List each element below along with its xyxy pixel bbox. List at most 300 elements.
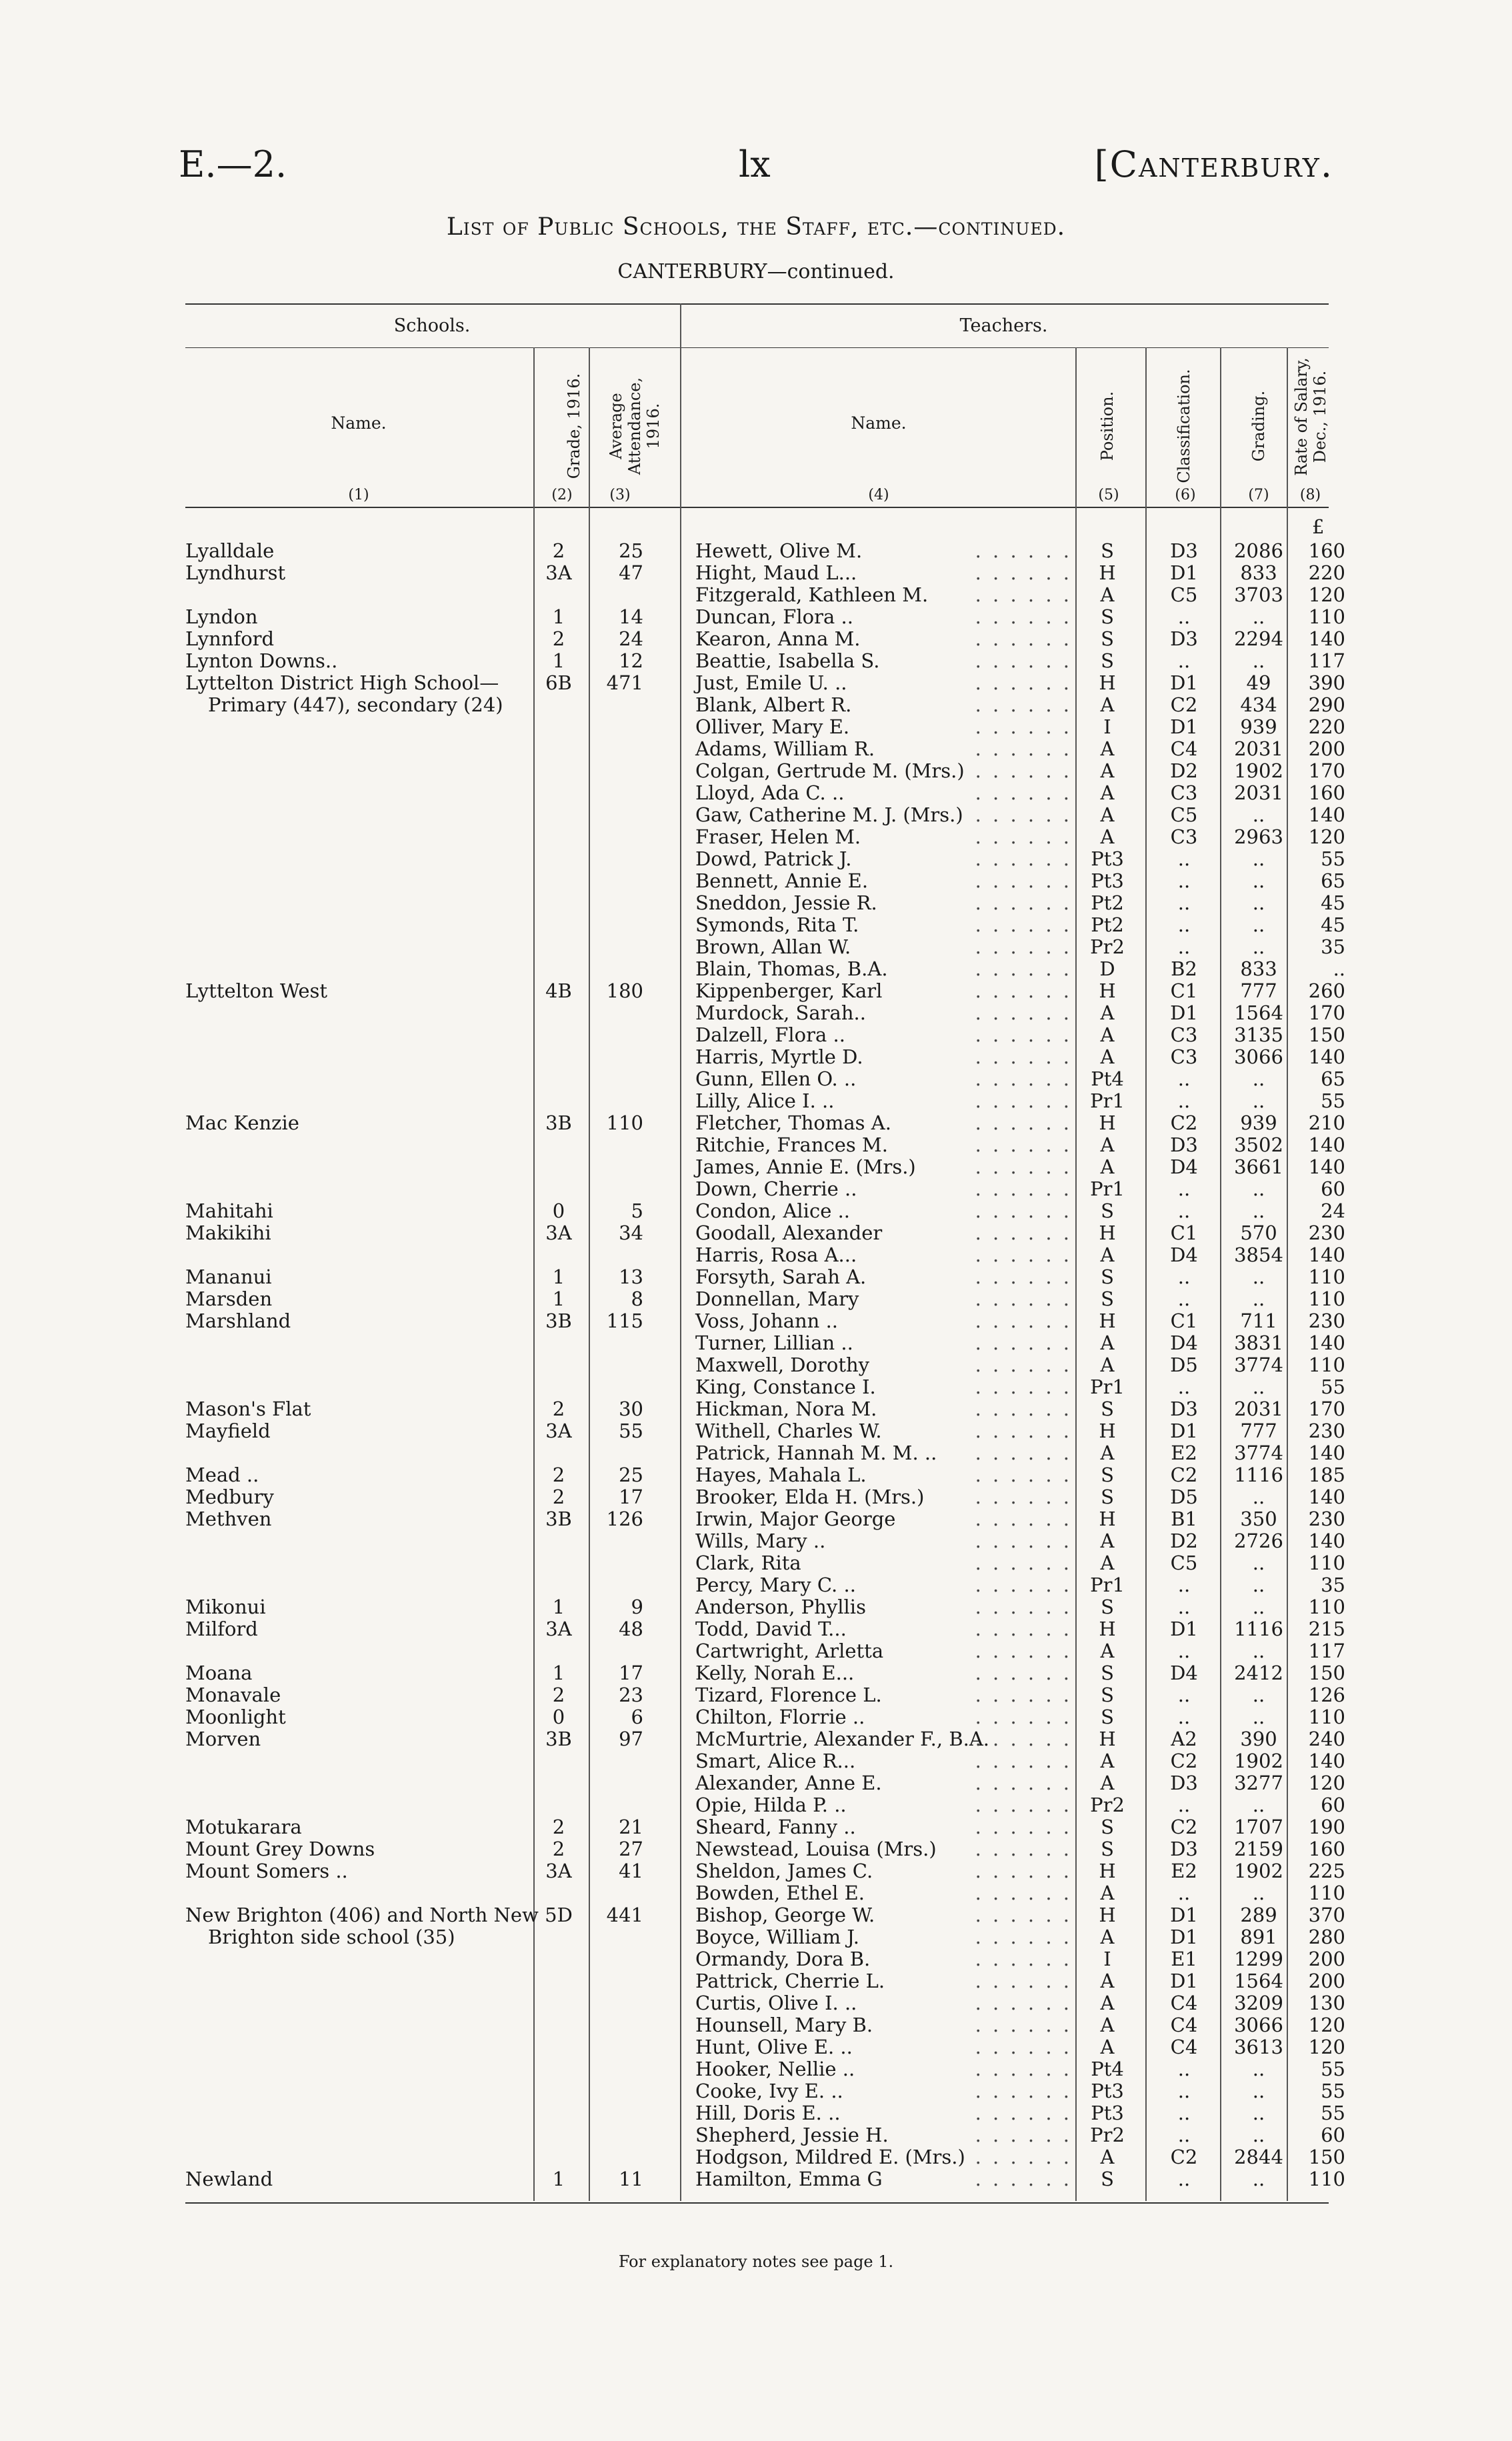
- teacher-name: Voss, Johann ..: [695, 1310, 839, 1332]
- teacher-grading: 3661: [1234, 1155, 1283, 1178]
- leader-dots: . . . . . .: [975, 1420, 1072, 1442]
- teacher-grading: ..: [1252, 1266, 1265, 1288]
- table-row: [185, 1420, 1345, 1442]
- teacher-name: Todd, David T...: [695, 1618, 847, 1640]
- school-name: Brighton side school (35): [208, 1926, 455, 1948]
- page-code: E.—2.: [179, 143, 287, 185]
- school-attendance: 23: [619, 1684, 643, 1706]
- teacher-position: A: [1100, 1926, 1115, 1948]
- leader-dots: . . . . . .: [975, 936, 1072, 958]
- teacher-position: A: [1100, 1970, 1115, 1992]
- teacher-position: H: [1099, 1618, 1116, 1640]
- school-grade: 1: [552, 1266, 565, 1288]
- teacher-name: Harris, Rosa A...: [695, 1244, 857, 1266]
- teacher-classification: D1: [1170, 1001, 1198, 1024]
- teacher-salary: 55: [1321, 1089, 1345, 1112]
- teacher-name: Clark, Rita: [695, 1552, 801, 1574]
- teacher-salary: 170: [1308, 1398, 1345, 1420]
- school-grade: 2: [552, 539, 565, 562]
- teacher-position: S: [1101, 1816, 1114, 1838]
- leader-dots: . . . . . .: [975, 628, 1072, 650]
- teacher-salary: 60: [1321, 1794, 1345, 1816]
- teacher-grading: 939: [1240, 1111, 1277, 1134]
- teacher-position: H: [1099, 1222, 1116, 1244]
- teacher-salary: 126: [1308, 1684, 1345, 1706]
- teacher-position: S: [1101, 1199, 1114, 1222]
- table-row: [185, 781, 1345, 804]
- teacher-grading: 49: [1246, 671, 1271, 694]
- teacher-salary: 120: [1308, 583, 1345, 606]
- teacher-classification: D1: [1170, 1970, 1198, 1992]
- leader-dots: . . . . . .: [975, 1354, 1072, 1376]
- leader-dots: . . . . . .: [975, 804, 1072, 826]
- teacher-position: A: [1100, 693, 1115, 716]
- table-row: [185, 1530, 1345, 1552]
- teacher-salary: 225: [1308, 1860, 1345, 1882]
- teacher-salary: 110: [1308, 2168, 1345, 2190]
- school-name: Milford: [185, 1618, 258, 1640]
- table-row: [185, 1992, 1345, 2014]
- table-row: [185, 1111, 1345, 1134]
- teacher-position: H: [1099, 1904, 1116, 1926]
- table-row: [185, 913, 1345, 936]
- school-grade: 5D: [545, 1904, 573, 1926]
- teacher-salary: 120: [1308, 825, 1345, 848]
- school-name: Lyndhurst: [185, 561, 286, 584]
- teacher-position: D: [1099, 957, 1115, 980]
- school-grade: 2: [552, 627, 565, 650]
- teacher-position: A: [1100, 1244, 1115, 1266]
- teacher-grading: 1299: [1234, 1948, 1283, 1970]
- table-row: [185, 825, 1345, 848]
- teacher-classification: D1: [1170, 671, 1198, 694]
- teacher-grading: 1902: [1234, 1860, 1283, 1882]
- school-attendance: 14: [619, 605, 643, 628]
- teacher-salary: 140: [1308, 1530, 1345, 1552]
- leader-dots: . . . . . .: [975, 1662, 1072, 1684]
- header-rule: [185, 507, 1329, 508]
- leader-dots: . . . . . .: [975, 650, 1072, 672]
- teacher-grading: ..: [1252, 1640, 1265, 1662]
- leader-dots: . . . . . .: [975, 1596, 1072, 1618]
- col-number: (6): [1175, 487, 1196, 503]
- leader-dots: . . . . . .: [975, 2146, 1072, 2168]
- school-name: Moana: [185, 1662, 253, 1684]
- teacher-classification: C2: [1170, 1816, 1198, 1838]
- school-attendance: 126: [606, 1508, 643, 1530]
- col-header-classification: Classification.: [1175, 369, 1193, 483]
- teacher-name: Opie, Hilda P. ..: [695, 1794, 847, 1816]
- teacher-classification: D4: [1170, 1332, 1198, 1354]
- teacher-name: Down, Cherrie ..: [695, 1177, 857, 1200]
- teacher-name: Gunn, Ellen O. ..: [695, 1067, 857, 1090]
- teacher-position: H: [1099, 561, 1116, 584]
- teacher-name: Lilly, Alice I. ..: [695, 1089, 835, 1112]
- leader-dots: . . . . . .: [975, 1794, 1072, 1816]
- school-attendance: 441: [606, 1904, 643, 1926]
- teacher-position: S: [1101, 627, 1114, 650]
- leader-dots: . . . . . .: [975, 1706, 1072, 1728]
- leader-dots: . . . . . .: [975, 1376, 1072, 1398]
- teacher-grading: 1902: [1234, 1750, 1283, 1772]
- teacher-name: Shepherd, Jessie H.: [695, 2124, 889, 2146]
- teacher-position: A: [1100, 1442, 1115, 1464]
- teacher-name: Hill, Doris E. ..: [695, 2102, 841, 2124]
- teacher-name: King, Constance I.: [695, 1376, 876, 1398]
- teacher-position: A: [1100, 1992, 1115, 2014]
- teacher-position: S: [1101, 1398, 1114, 1420]
- teacher-grading: ..: [1252, 1486, 1265, 1508]
- table-row: [185, 627, 1345, 650]
- teacher-classification: ..: [1177, 2080, 1191, 2102]
- teacher-name: Lloyd, Ada C. ..: [695, 781, 845, 804]
- leader-dots: . . . . . .: [975, 1860, 1072, 1882]
- teacher-classification: ..: [1177, 1199, 1191, 1222]
- school-grade: 3B: [545, 1310, 572, 1332]
- teacher-classification: C2: [1170, 693, 1198, 716]
- teacher-name: Patrick, Hannah M. M. ..: [695, 1442, 937, 1464]
- table-row: [185, 1904, 1345, 1926]
- teacher-grading: 1564: [1234, 1001, 1283, 1024]
- teacher-name: James, Annie E. (Mrs.): [695, 1155, 916, 1178]
- teacher-name: Forsyth, Sarah A.: [695, 1266, 867, 1288]
- leader-dots: . . . . . .: [975, 1552, 1072, 1574]
- teacher-salary: 160: [1308, 781, 1345, 804]
- school-attendance: 97: [619, 1728, 643, 1750]
- teacher-salary: 150: [1308, 1023, 1345, 1046]
- table-row: [185, 1045, 1345, 1068]
- teacher-classification: C3: [1170, 781, 1198, 804]
- table-row: [185, 803, 1345, 826]
- teacher-position: Pr1: [1090, 1089, 1125, 1112]
- teacher-classification: A2: [1171, 1728, 1197, 1750]
- leader-dots: . . . . . .: [975, 1816, 1072, 1838]
- teacher-name: Harris, Myrtle D.: [695, 1045, 863, 1068]
- teacher-grading: 2294: [1234, 627, 1283, 650]
- teacher-position: A: [1100, 2036, 1115, 2058]
- leader-dots: . . . . . .: [975, 1024, 1072, 1046]
- table-row: [185, 1354, 1345, 1376]
- school-attendance: 17: [619, 1486, 643, 1508]
- teacher-salary: 117: [1308, 649, 1345, 672]
- teacher-position: A: [1100, 2014, 1115, 2036]
- school-name: Newland: [185, 2168, 273, 2190]
- teacher-classification: D1: [1170, 561, 1198, 584]
- teacher-classification: ..: [1177, 1288, 1191, 1310]
- currency-symbol: £: [1312, 515, 1325, 538]
- teacher-name: Sheard, Fanny ..: [695, 1816, 856, 1838]
- teacher-grading: ..: [1252, 1794, 1265, 1816]
- leader-dots: . . . . . .: [975, 848, 1072, 870]
- col-header-grade: Grade, 1916.: [565, 373, 583, 479]
- leader-dots: . . . . . .: [975, 760, 1072, 782]
- teacher-salary: 140: [1308, 803, 1345, 826]
- teacher-grading: ..: [1252, 2168, 1265, 2190]
- teacher-grading: ..: [1252, 649, 1265, 672]
- teacher-salary: 140: [1308, 1244, 1345, 1266]
- leader-dots: . . . . . .: [975, 2058, 1072, 2080]
- teacher-grading: 3613: [1234, 2036, 1283, 2058]
- school-grade: 2: [552, 1838, 565, 1860]
- school-attendance: 180: [606, 979, 643, 1002]
- school-attendance: 6: [631, 1706, 643, 1728]
- school-name: Mayfield: [185, 1420, 271, 1442]
- teacher-name: Gaw, Catherine M. J. (Mrs.): [695, 803, 963, 826]
- teacher-salary: 120: [1308, 1772, 1345, 1794]
- teacher-grading: 2963: [1234, 825, 1283, 848]
- teacher-classification: ..: [1177, 891, 1191, 914]
- teacher-grading: 3703: [1234, 583, 1283, 606]
- leader-dots: . . . . . .: [975, 1772, 1072, 1794]
- school-grade: 3A: [545, 1420, 572, 1442]
- teacher-salary: 160: [1308, 539, 1345, 562]
- leader-dots: . . . . . .: [975, 1508, 1072, 1530]
- teacher-salary: 170: [1308, 1001, 1345, 1024]
- teacher-name: Hunt, Olive E. ..: [695, 2036, 853, 2058]
- teacher-salary: 185: [1308, 1464, 1345, 1486]
- teacher-name: Fraser, Helen M.: [695, 825, 861, 848]
- school-name: Motukarara: [185, 1816, 302, 1838]
- teacher-grading: ..: [1252, 869, 1265, 892]
- teacher-grading: ..: [1252, 2124, 1265, 2146]
- teacher-classification: C4: [1170, 737, 1198, 760]
- teacher-name: Duncan, Flora ..: [695, 605, 853, 628]
- leader-dots: . . . . . .: [975, 1288, 1072, 1310]
- teacher-position: A: [1100, 583, 1115, 606]
- teacher-name: Dalzell, Flora ..: [695, 1023, 845, 1046]
- teacher-classification: ..: [1177, 935, 1191, 958]
- school-attendance: 25: [619, 1464, 643, 1486]
- table-row: [185, 1001, 1345, 1024]
- teacher-salary: 210: [1308, 1111, 1345, 1134]
- teacher-position: A: [1100, 1332, 1115, 1354]
- teacher-classification: C5: [1170, 803, 1198, 826]
- teacher-position: A: [1100, 1772, 1115, 1794]
- teacher-name: Withell, Charles W.: [695, 1420, 882, 1442]
- school-attendance: 9: [631, 1596, 643, 1618]
- leader-dots: . . . . . .: [975, 584, 1072, 606]
- teacher-classification: D1: [1170, 1420, 1198, 1442]
- teacher-name: Smart, Alice R...: [695, 1750, 856, 1772]
- leader-dots: . . . . . .: [975, 2102, 1072, 2124]
- teacher-grading: ..: [1252, 1199, 1265, 1222]
- teacher-grading: 1564: [1234, 1970, 1283, 1992]
- teacher-grading: 434: [1240, 693, 1277, 716]
- teacher-classification: C3: [1170, 825, 1198, 848]
- leader-dots: . . . . . .: [975, 1970, 1072, 1992]
- teacher-name: Dowd, Patrick J.: [695, 847, 852, 870]
- teacher-salary: ..: [1333, 957, 1345, 980]
- leader-dots: . . . . . .: [975, 540, 1072, 562]
- teacher-grading: 390: [1240, 1728, 1277, 1750]
- table-row: [185, 957, 1345, 980]
- teacher-classification: D5: [1170, 1354, 1198, 1376]
- teacher-salary: 55: [1321, 2058, 1345, 2080]
- teacher-position: A: [1100, 1045, 1115, 1068]
- school-attendance: 27: [619, 1838, 643, 1860]
- teacher-salary: 200: [1308, 1948, 1345, 1970]
- teacher-position: Pt3: [1091, 2102, 1124, 2124]
- teacher-salary: 110: [1308, 1552, 1345, 1574]
- table-row: [185, 1728, 1345, 1750]
- table-row: [185, 2102, 1345, 2124]
- teacher-salary: 55: [1321, 847, 1345, 870]
- table-row: [185, 715, 1345, 738]
- leader-dots: . . . . . .: [975, 1904, 1072, 1926]
- teacher-position: I: [1103, 1948, 1111, 1970]
- school-grade: 3A: [545, 1222, 572, 1244]
- teacher-position: S: [1101, 2168, 1114, 2190]
- teacher-classification: C2: [1170, 2146, 1198, 2168]
- teacher-name: Anderson, Phyllis: [695, 1596, 866, 1618]
- leader-dots: . . . . . .: [975, 1046, 1072, 1068]
- teacher-classification: ..: [1177, 1574, 1191, 1596]
- teacher-position: Pr1: [1090, 1574, 1125, 1596]
- teacher-classification: ..: [1177, 1684, 1191, 1706]
- teacher-name: Hooker, Nellie ..: [695, 2058, 855, 2080]
- school-grade: 2: [552, 1486, 565, 1508]
- leader-dots: . . . . . .: [975, 1882, 1072, 1904]
- teacher-classification: ..: [1177, 1067, 1191, 1090]
- teacher-classification: D1: [1170, 715, 1198, 738]
- teacher-position: A: [1100, 825, 1115, 848]
- table-row: [185, 1464, 1345, 1486]
- teacher-position: A: [1100, 737, 1115, 760]
- leader-dots: . . . . . .: [975, 1750, 1072, 1772]
- leader-dots: . . . . . .: [975, 1992, 1072, 2014]
- table-row: [185, 2058, 1345, 2080]
- teacher-grading: 3135: [1234, 1023, 1283, 1046]
- leader-dots: . . . . . .: [975, 1530, 1072, 1552]
- teacher-classification: D3: [1170, 1133, 1198, 1156]
- teacher-name: Pattrick, Cherrie L.: [695, 1970, 885, 1992]
- school-grade: 2: [552, 1464, 565, 1486]
- school-name: Moonlight: [185, 1706, 286, 1728]
- teacher-salary: 150: [1308, 1662, 1345, 1684]
- school-grade: 0: [552, 1706, 565, 1728]
- teacher-salary: 240: [1308, 1728, 1345, 1750]
- teacher-name: Sneddon, Jessie R.: [695, 891, 877, 914]
- teacher-name: Blank, Albert R.: [695, 693, 852, 716]
- leader-dots: . . . . . .: [975, 2168, 1072, 2190]
- page-number: lx: [739, 143, 771, 185]
- table-row: [185, 2124, 1345, 2146]
- teacher-salary: 110: [1308, 1706, 1345, 1728]
- teacher-position: A: [1100, 803, 1115, 826]
- teacher-salary: 140: [1308, 1750, 1345, 1772]
- teacher-name: Wills, Mary ..: [695, 1530, 826, 1552]
- school-attendance: 5: [631, 1199, 643, 1222]
- teacher-grading: ..: [1252, 1574, 1265, 1596]
- teacher-position: S: [1101, 1288, 1114, 1310]
- teacher-grading: ..: [1252, 1552, 1265, 1574]
- school-grade: 6B: [545, 671, 572, 694]
- school-name: Marshland: [185, 1310, 291, 1332]
- teacher-classification: ..: [1177, 1376, 1191, 1398]
- school-name: Mac Kenzie: [185, 1111, 299, 1134]
- teacher-grading: ..: [1252, 1882, 1265, 1904]
- teacher-salary: 140: [1308, 1332, 1345, 1354]
- table-row: [185, 693, 1345, 716]
- teacher-grading: 711: [1240, 1310, 1277, 1332]
- school-name: Mount Somers ..: [185, 1860, 348, 1882]
- table-row: [185, 935, 1345, 958]
- teacher-salary: 35: [1321, 935, 1345, 958]
- teacher-salary: 260: [1308, 979, 1345, 1002]
- teacher-position: A: [1100, 1640, 1115, 1662]
- school-attendance: 471: [606, 671, 643, 694]
- table-row: [185, 869, 1345, 892]
- teacher-grading: 777: [1240, 979, 1277, 1002]
- teacher-position: S: [1101, 1838, 1114, 1860]
- leader-dots: . . . . . .: [975, 1090, 1072, 1112]
- teacher-classification: D5: [1170, 1486, 1198, 1508]
- teacher-salary: 65: [1321, 869, 1345, 892]
- teacher-grading: ..: [1252, 913, 1265, 936]
- school-attendance: 41: [619, 1860, 643, 1882]
- teacher-name: Percy, Mary C. ..: [695, 1574, 856, 1596]
- leader-dots: . . . . . .: [975, 826, 1072, 848]
- table-row: [185, 1948, 1345, 1970]
- teacher-name: Ritchie, Frances M.: [695, 1133, 888, 1156]
- school-name: Lynton Downs..: [185, 649, 338, 672]
- school-attendance: 12: [619, 649, 643, 672]
- leader-dots: . . . . . .: [975, 1464, 1072, 1486]
- table-row: [185, 583, 1345, 606]
- teacher-position: H: [1099, 1728, 1116, 1750]
- table-row: [185, 1023, 1345, 1046]
- teacher-salary: 220: [1308, 561, 1345, 584]
- teacher-grading: 1116: [1234, 1464, 1283, 1486]
- col-header-grading: Grading.: [1249, 390, 1268, 462]
- table-row: [185, 1926, 1345, 1948]
- school-name: Makikihi: [185, 1222, 271, 1244]
- teacher-salary: 117: [1308, 1640, 1345, 1662]
- leader-dots: . . . . . .: [975, 1244, 1072, 1266]
- school-name: Mahitahi: [185, 1199, 273, 1222]
- teacher-position: Pr1: [1090, 1177, 1125, 1200]
- teacher-grading: 777: [1240, 1420, 1277, 1442]
- teacher-classification: C2: [1170, 1464, 1198, 1486]
- teacher-salary: 280: [1308, 1926, 1345, 1948]
- leader-dots: . . . . . .: [975, 2014, 1072, 2036]
- col-number: (2): [551, 487, 573, 503]
- table-row: [185, 1199, 1345, 1222]
- teacher-classification: D2: [1170, 759, 1198, 782]
- teacher-classification: C5: [1170, 1552, 1198, 1574]
- school-name: Morven: [185, 1728, 261, 1750]
- leader-dots: . . . . . .: [975, 606, 1072, 628]
- teacher-name: Hayes, Mahala L.: [695, 1464, 867, 1486]
- teacher-name: Ormandy, Dora B.: [695, 1948, 871, 1970]
- teacher-salary: 55: [1321, 2080, 1345, 2102]
- table-row: [185, 1177, 1345, 1200]
- table-row: [185, 2080, 1345, 2102]
- leader-dots: . . . . . .: [975, 782, 1072, 804]
- teacher-position: S: [1101, 1464, 1114, 1486]
- leader-dots: . . . . . .: [975, 1486, 1072, 1508]
- teacher-salary: 120: [1308, 2014, 1345, 2036]
- teacher-classification: D3: [1170, 539, 1198, 562]
- teacher-name: Bowden, Ethel E.: [695, 1882, 865, 1904]
- bottom-rule: [185, 2202, 1329, 2204]
- teacher-name: Chilton, Florrie ..: [695, 1706, 865, 1728]
- leader-dots: . . . . . .: [975, 738, 1072, 760]
- table-row: [185, 2036, 1345, 2058]
- col-number: (1): [348, 487, 369, 503]
- teacher-classification: ..: [1177, 869, 1191, 892]
- school-grade: 3A: [545, 1860, 572, 1882]
